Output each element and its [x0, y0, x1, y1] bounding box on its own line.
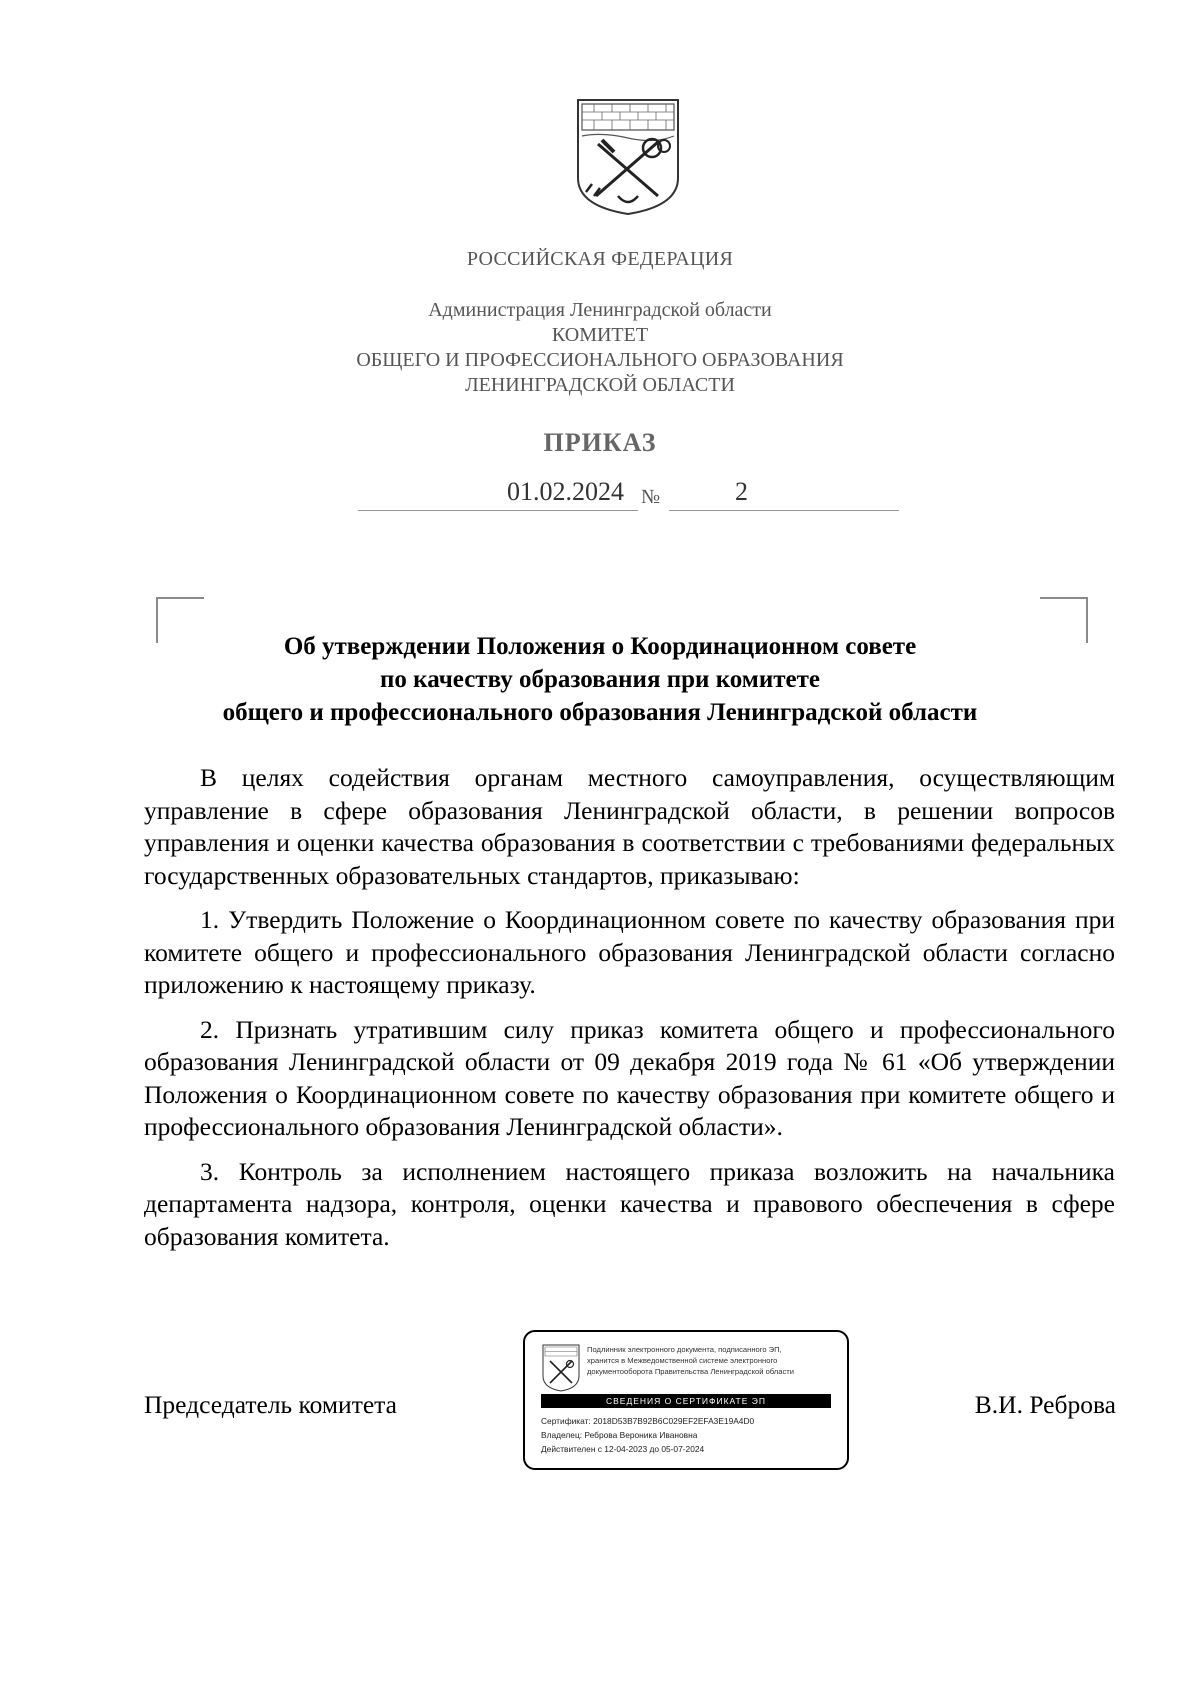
title-line: Об утверждении Положения о Координационном совете: [283, 633, 917, 660]
stamp-note: [587, 1344, 845, 1377]
header-admin-line: ОБЩЕГО И ПРОФЕССИОНАЛЬНОГО ОБРАЗОВАНИЯ: [356, 349, 844, 371]
stamp-certificate-details: [541, 1414, 841, 1456]
stamp-certificate-id: Сертификат: 2018D53B7B92B6C029EF2EFA3E19A4D0: [541, 1416, 755, 1426]
signatory-position: Председатель комитета: [144, 1390, 397, 1419]
date-number-row: [0, 474, 1200, 514]
signatory-name: В.И. Реброва: [974, 1390, 1116, 1419]
electronic-signature-stamp: [523, 1330, 849, 1470]
title-line: общего и профессионального образования Ленинградской области: [222, 699, 978, 726]
document-type: ПРИКАЗ: [543, 428, 657, 457]
number-sign: №: [641, 486, 661, 508]
coat-of-arms-icon: [572, 98, 684, 216]
header-country: РОССИЙСКАЯ ФЕДЕРАЦИЯ: [466, 248, 734, 270]
body-paragraph-preamble: В целях содействия органам местного самоуправления, осуществляющим управление в сфере образования Ленинградской области, в решении вопросов управления и оценки качества образования в соответствии с требованиями федеральных государственных образовательных стандартов, приказываю:: [144, 763, 1115, 890]
body-paragraph-3: 3. Контроль за исполнением настоящего приказа возложить на начальника департамента надзора, контроля, оценки качества и правового обеспечения в сфере образования комитета.: [144, 1156, 1115, 1251]
stamp-note-line: Подлинник электронного документа, подписанного ЭП,: [587, 1345, 782, 1354]
stamp-certificate-heading: СВЕДЕНИЯ О СЕРТИФИКАТЕ ЭП: [541, 1394, 831, 1408]
header-authority: [0, 298, 1200, 398]
document-body: [144, 762, 1115, 1265]
title-line: по качеству образования при комитете: [380, 666, 820, 693]
stamp-note-line: документооборота Правительства Ленинградской области: [587, 1367, 794, 1376]
coat-of-arms-icon: [541, 1344, 581, 1392]
header-admin-line: Администрация Ленинградской области: [428, 299, 772, 321]
body-paragraph-2: 2. Признать утратившим силу приказ комитета общего и профессионального образования Ленинградской области от 09 декабря 2019 года № 61 «Об утверждении Положения о Координационном совете по качеству образования при комитете общего и профессионального образования Ленинградской области».: [144, 1014, 1115, 1141]
stamp-note-line: хранится в Межведомственной системе электронного: [587, 1356, 778, 1365]
number-field: [669, 474, 899, 511]
document-title: [0, 630, 1200, 729]
date-field: [358, 474, 638, 511]
header-admin-line: ЛЕНИНГРАДСКОЙ ОБЛАСТИ: [465, 374, 735, 396]
stamp-owner: Владелец: Реброва Вероника Ивановна: [541, 1430, 698, 1440]
document-date: 01.02.2024: [507, 477, 624, 506]
stamp-validity: Действителен с 12-04-2023 до 05-07-2024: [541, 1444, 705, 1454]
body-paragraph-1: 1. Утвердить Положение о Координационном совете по качеству образования при комитете общего и профессионального образования Ленинградской области согласно приложению к настоящему приказу.: [144, 905, 1115, 999]
document-number: 2: [735, 477, 748, 506]
header-admin-line: КОМИТЕТ: [551, 324, 649, 346]
